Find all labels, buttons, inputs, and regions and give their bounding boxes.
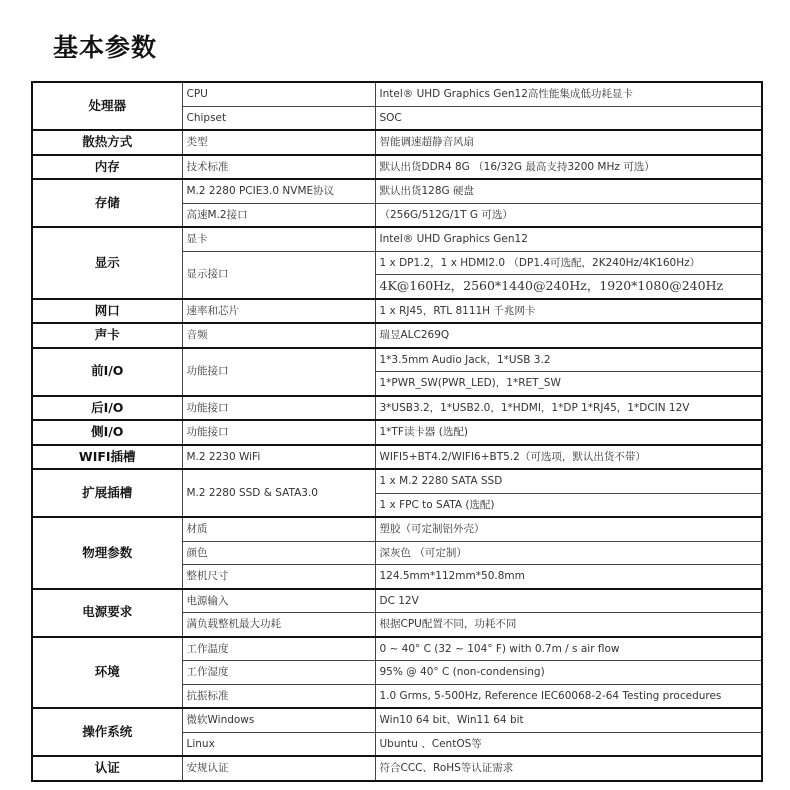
table-row	[32, 179, 762, 203]
spec-value: 4K@160Hz，2560*1440@240Hz，1920*1080@240Hz	[375, 275, 762, 299]
spec-value: 默认出货128G 硬盘	[375, 179, 762, 203]
table-row	[32, 227, 762, 251]
spec-value: 根据CPU配置不同，功耗不同	[375, 613, 762, 637]
spec-key: 整机尺寸	[182, 565, 375, 589]
spec-value: 1.0 Grms, 5-500Hz, Reference IEC60068-2-64 Testing procedures	[375, 684, 762, 708]
spec-key: M.2 2280 SSD & SATA3.0	[182, 469, 375, 517]
spec-value: 瑞昱ALC269Q	[375, 323, 762, 348]
spec-value: 默认出货DDR4 8G （16/32G 最高支持3200 MHz 可选）	[375, 155, 762, 180]
table-row	[32, 130, 762, 155]
category-cell: 环境	[32, 637, 182, 709]
spec-table	[31, 81, 763, 782]
category-cell: 网口	[32, 299, 182, 324]
spec-key: M.2 2230 WiFi	[182, 445, 375, 470]
spec-key: 技术标准	[182, 155, 375, 180]
spec-key: 功能接口	[182, 396, 375, 421]
spec-value: SOC	[375, 106, 762, 130]
table-row	[32, 82, 762, 106]
table-row	[32, 589, 762, 613]
table-row	[32, 348, 762, 372]
spec-key: 高速M.2接口	[182, 203, 375, 227]
table-row	[32, 517, 762, 541]
spec-key: 微软Windows	[182, 708, 375, 732]
spec-key: 工作湿度	[182, 661, 375, 685]
spec-value: 塑胶（可定制铝外壳）	[375, 517, 762, 541]
category-cell: 前I/O	[32, 348, 182, 396]
table-row	[32, 155, 762, 180]
spec-value: Win10 64 bit、Win11 64 bit	[375, 708, 762, 732]
table-row	[32, 396, 762, 421]
spec-value: DC 12V	[375, 589, 762, 613]
category-cell: 声卡	[32, 323, 182, 348]
spec-key: 功能接口	[182, 420, 375, 445]
spec-key: 电源输入	[182, 589, 375, 613]
spec-value: 1 x M.2 2280 SATA SSD	[375, 469, 762, 493]
table-row	[32, 299, 762, 324]
spec-key: 显卡	[182, 227, 375, 251]
spec-key: 速率和芯片	[182, 299, 375, 324]
table-row	[32, 708, 762, 732]
spec-value: 124.5mm*112mm*50.8mm	[375, 565, 762, 589]
category-cell: 扩展插槽	[32, 469, 182, 517]
spec-value: 0 ~ 40° C (32 ~ 104° F) with 0.7m / s air flow	[375, 637, 762, 661]
spec-value: 1*3.5mm Audio Jack，1*USB 3.2	[375, 348, 762, 372]
table-row	[32, 323, 762, 348]
spec-value: WIFI5+BT4.2/WIFI6+BT5.2（可选项，默认出货不带）	[375, 445, 762, 470]
category-cell: 操作系统	[32, 708, 182, 756]
table-row	[32, 445, 762, 470]
category-cell: 散热方式	[32, 130, 182, 155]
spec-value: 1 x FPC to SATA (选配)	[375, 493, 762, 517]
category-cell: WIFI插槽	[32, 445, 182, 470]
spec-key: 抗振标准	[182, 684, 375, 708]
page-title: 基本参数	[53, 33, 158, 62]
spec-value: （256G/512G/1T G 可选）	[375, 203, 762, 227]
category-cell: 物理参数	[32, 517, 182, 589]
spec-value: 深灰色 （可定制）	[375, 541, 762, 565]
spec-value: Ubuntu 、CentOS等	[375, 732, 762, 756]
category-cell: 认证	[32, 756, 182, 781]
spec-key: 功能接口	[182, 348, 375, 396]
spec-value: 1*PWR_SW(PWR_LED)，1*RET_SW	[375, 372, 762, 396]
spec-key: 材质	[182, 517, 375, 541]
category-cell: 内存	[32, 155, 182, 180]
category-cell: 侧I/O	[32, 420, 182, 445]
spec-key: 安规认证	[182, 756, 375, 781]
spec-key: 类型	[182, 130, 375, 155]
spec-value: 智能调速超静音风扇	[375, 130, 762, 155]
spec-value: 符合CCC、RoHS等认证需求	[375, 756, 762, 781]
table-row	[32, 469, 762, 493]
category-cell: 后I/O	[32, 396, 182, 421]
spec-key: Chipset	[182, 106, 375, 130]
table-row	[32, 637, 762, 661]
table-row	[32, 420, 762, 445]
category-cell: 存储	[32, 179, 182, 227]
spec-key: 颜色	[182, 541, 375, 565]
table-row	[32, 756, 762, 781]
spec-value: Intel® UHD Graphics Gen12高性能集成低功耗显卡	[375, 82, 762, 106]
spec-key: 满负载整机最大功耗	[182, 613, 375, 637]
spec-value: 95% @ 40° C (non-condensing)	[375, 661, 762, 685]
category-cell: 显示	[32, 227, 182, 299]
spec-key: CPU	[182, 82, 375, 106]
spec-key: Linux	[182, 732, 375, 756]
spec-value: 1 x DP1.2，1 x HDMI2.0 （DP1.4可选配，2K240Hz/4K160Hz）	[375, 251, 762, 275]
spec-value: 1*TF读卡器 (选配)	[375, 420, 762, 445]
category-cell: 处理器	[32, 82, 182, 130]
category-cell: 电源要求	[32, 589, 182, 637]
spec-key: 工作温度	[182, 637, 375, 661]
spec-key: 音频	[182, 323, 375, 348]
spec-table-wrapper	[31, 81, 761, 782]
spec-key: M.2 2280 PCIE3.0 NVME协议	[182, 179, 375, 203]
spec-key: 显示接口	[182, 251, 375, 299]
spec-value: 3*USB3.2，1*USB2.0，1*HDMI，1*DP 1*RJ45，1*DCIN 12V	[375, 396, 762, 421]
spec-value: Intel® UHD Graphics Gen12	[375, 227, 762, 251]
spec-value: 1 x RJ45，RTL 8111H 千兆网卡	[375, 299, 762, 324]
